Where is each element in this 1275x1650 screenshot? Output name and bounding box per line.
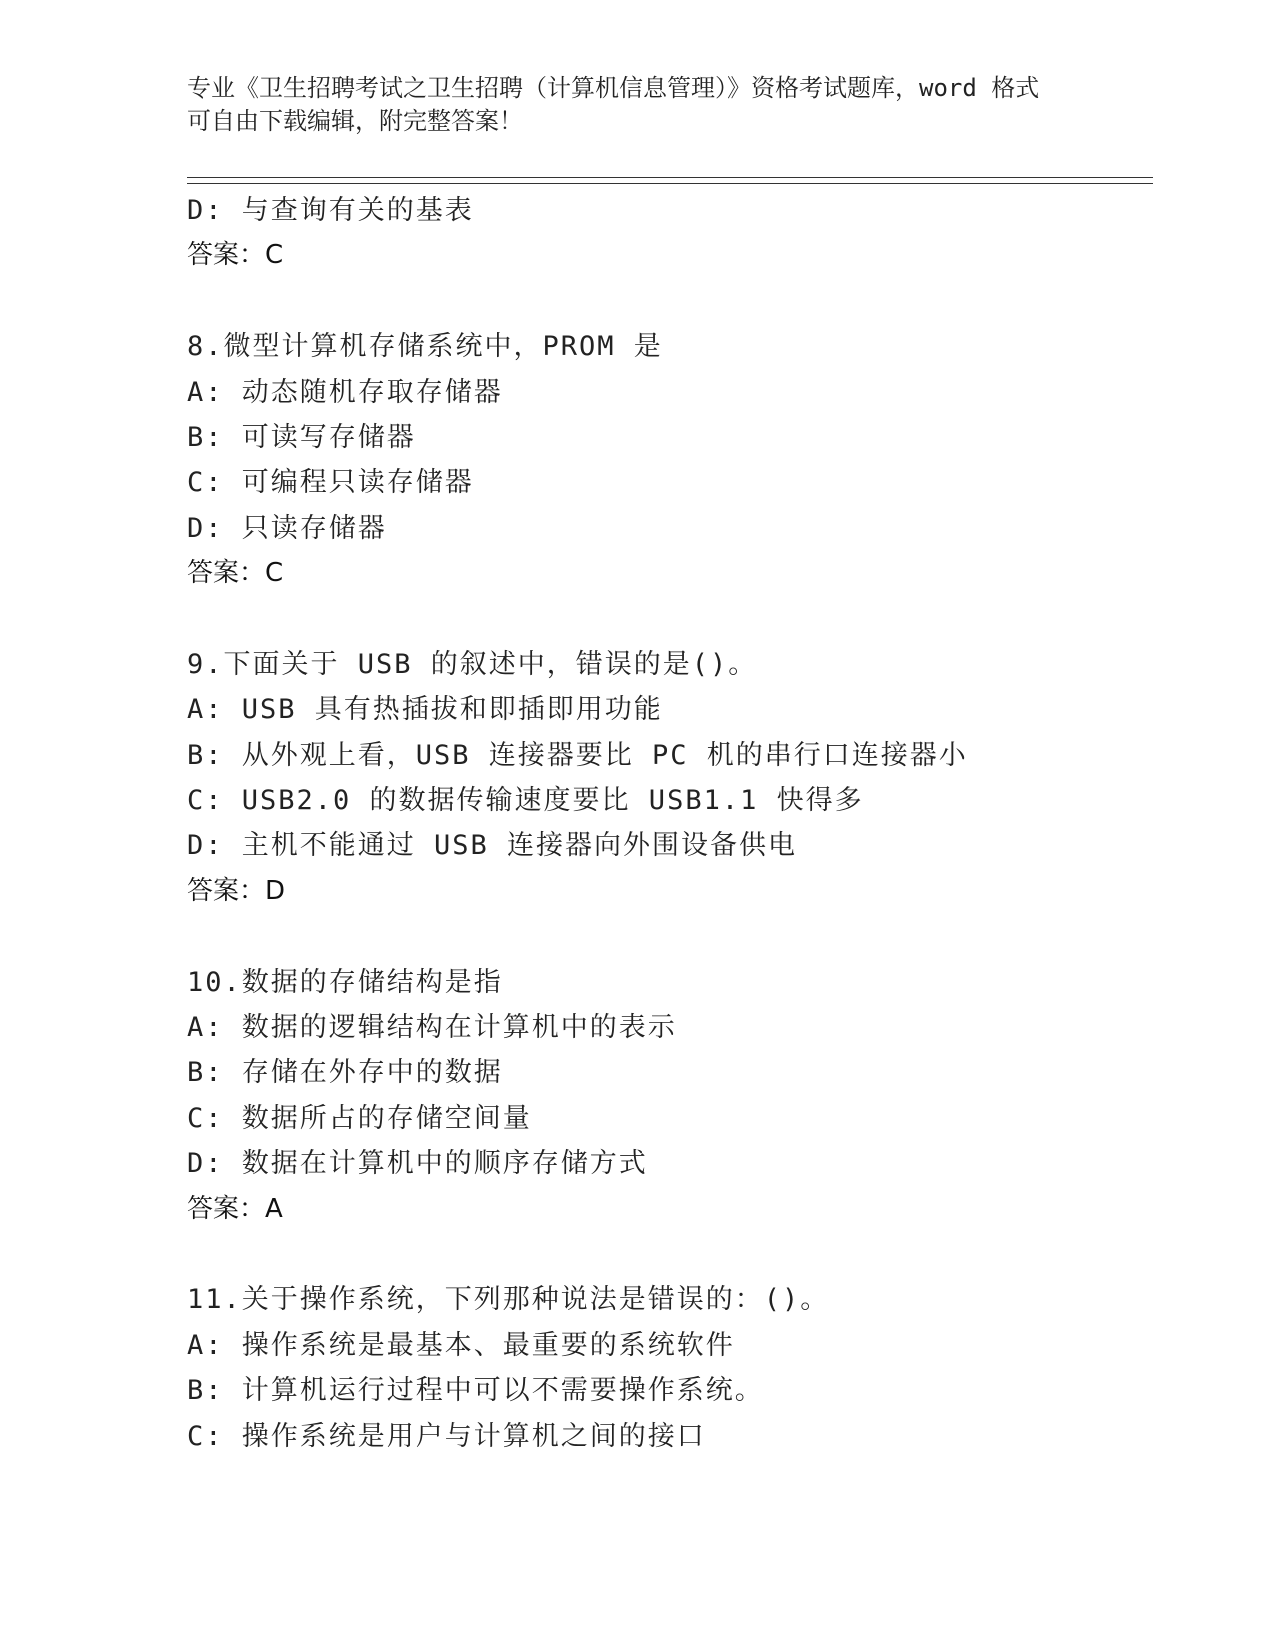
option-c: C: 数据所占的存储空间量 bbox=[187, 1102, 532, 1134]
answer-line: 答案：C bbox=[187, 240, 284, 271]
option-b: B: 从外观上看，USB 连接器要比 PC 机的串行口连接器小 bbox=[187, 739, 968, 771]
question-text: 11.关于操作系统，下列那种说法是错误的：()。 bbox=[187, 1284, 830, 1316]
header-title-line-1: 专业《卫生招聘考试之卫生招聘（计算机信息管理）》资格考试题库，word 格式 bbox=[187, 74, 1040, 102]
question-text: 8.微型计算机存储系统中，PROM 是 bbox=[187, 331, 663, 363]
question-block-9 bbox=[187, 642, 1167, 914]
option-a: A: 动态随机存取存储器 bbox=[187, 376, 503, 408]
spacer bbox=[187, 914, 1167, 959]
spacer bbox=[187, 597, 1167, 642]
question-block-11 bbox=[187, 1277, 1167, 1459]
spacer bbox=[187, 1232, 1167, 1277]
option-c: C: USB2.0 的数据传输速度要比 USB1.1 快得多 bbox=[187, 785, 864, 817]
option-a: A: 数据的逻辑结构在计算机中的表示 bbox=[187, 1012, 677, 1044]
option-a: A: USB 具有热插拔和即插即用功能 bbox=[187, 694, 663, 726]
question-list bbox=[187, 188, 1167, 1459]
question-block-8 bbox=[187, 324, 1167, 596]
option-c: C: 可编程只读存储器 bbox=[187, 467, 474, 499]
question-block-10 bbox=[187, 960, 1167, 1232]
answer-line: 答案：D bbox=[187, 875, 286, 906]
answer-line: 答案：A bbox=[187, 1193, 283, 1224]
question-text: 10.数据的存储结构是指 bbox=[187, 966, 503, 998]
header-divider-bottom bbox=[187, 183, 1153, 184]
option-b: B: 存储在外存中的数据 bbox=[187, 1057, 503, 1089]
option-a: A: 操作系统是最基本、最重要的系统软件 bbox=[187, 1329, 735, 1361]
spacer bbox=[187, 279, 1167, 324]
header-title-line-2: 可自由下载编辑，附完整答案！ bbox=[187, 107, 523, 135]
option-d: D: 主机不能通过 USB 连接器向外围设备供电 bbox=[187, 830, 798, 862]
option-d: D: 数据在计算机中的顺序存储方式 bbox=[187, 1148, 648, 1180]
option-b: B: 可读写存储器 bbox=[187, 421, 416, 453]
answer-line: 答案：C bbox=[187, 558, 284, 589]
question-text: 9.下面关于 USB 的叙述中，错误的是()。 bbox=[187, 648, 758, 680]
option-d: D: 与查询有关的基表 bbox=[187, 195, 474, 226]
option-b: B: 计算机运行过程中可以不需要操作系统。 bbox=[187, 1375, 764, 1407]
header-divider-top bbox=[187, 177, 1153, 178]
option-d: D: 只读存储器 bbox=[187, 512, 387, 544]
document-header bbox=[187, 72, 1087, 138]
option-c: C: 操作系统是用户与计算机之间的接口 bbox=[187, 1420, 706, 1452]
question-block-7 bbox=[187, 188, 1167, 279]
